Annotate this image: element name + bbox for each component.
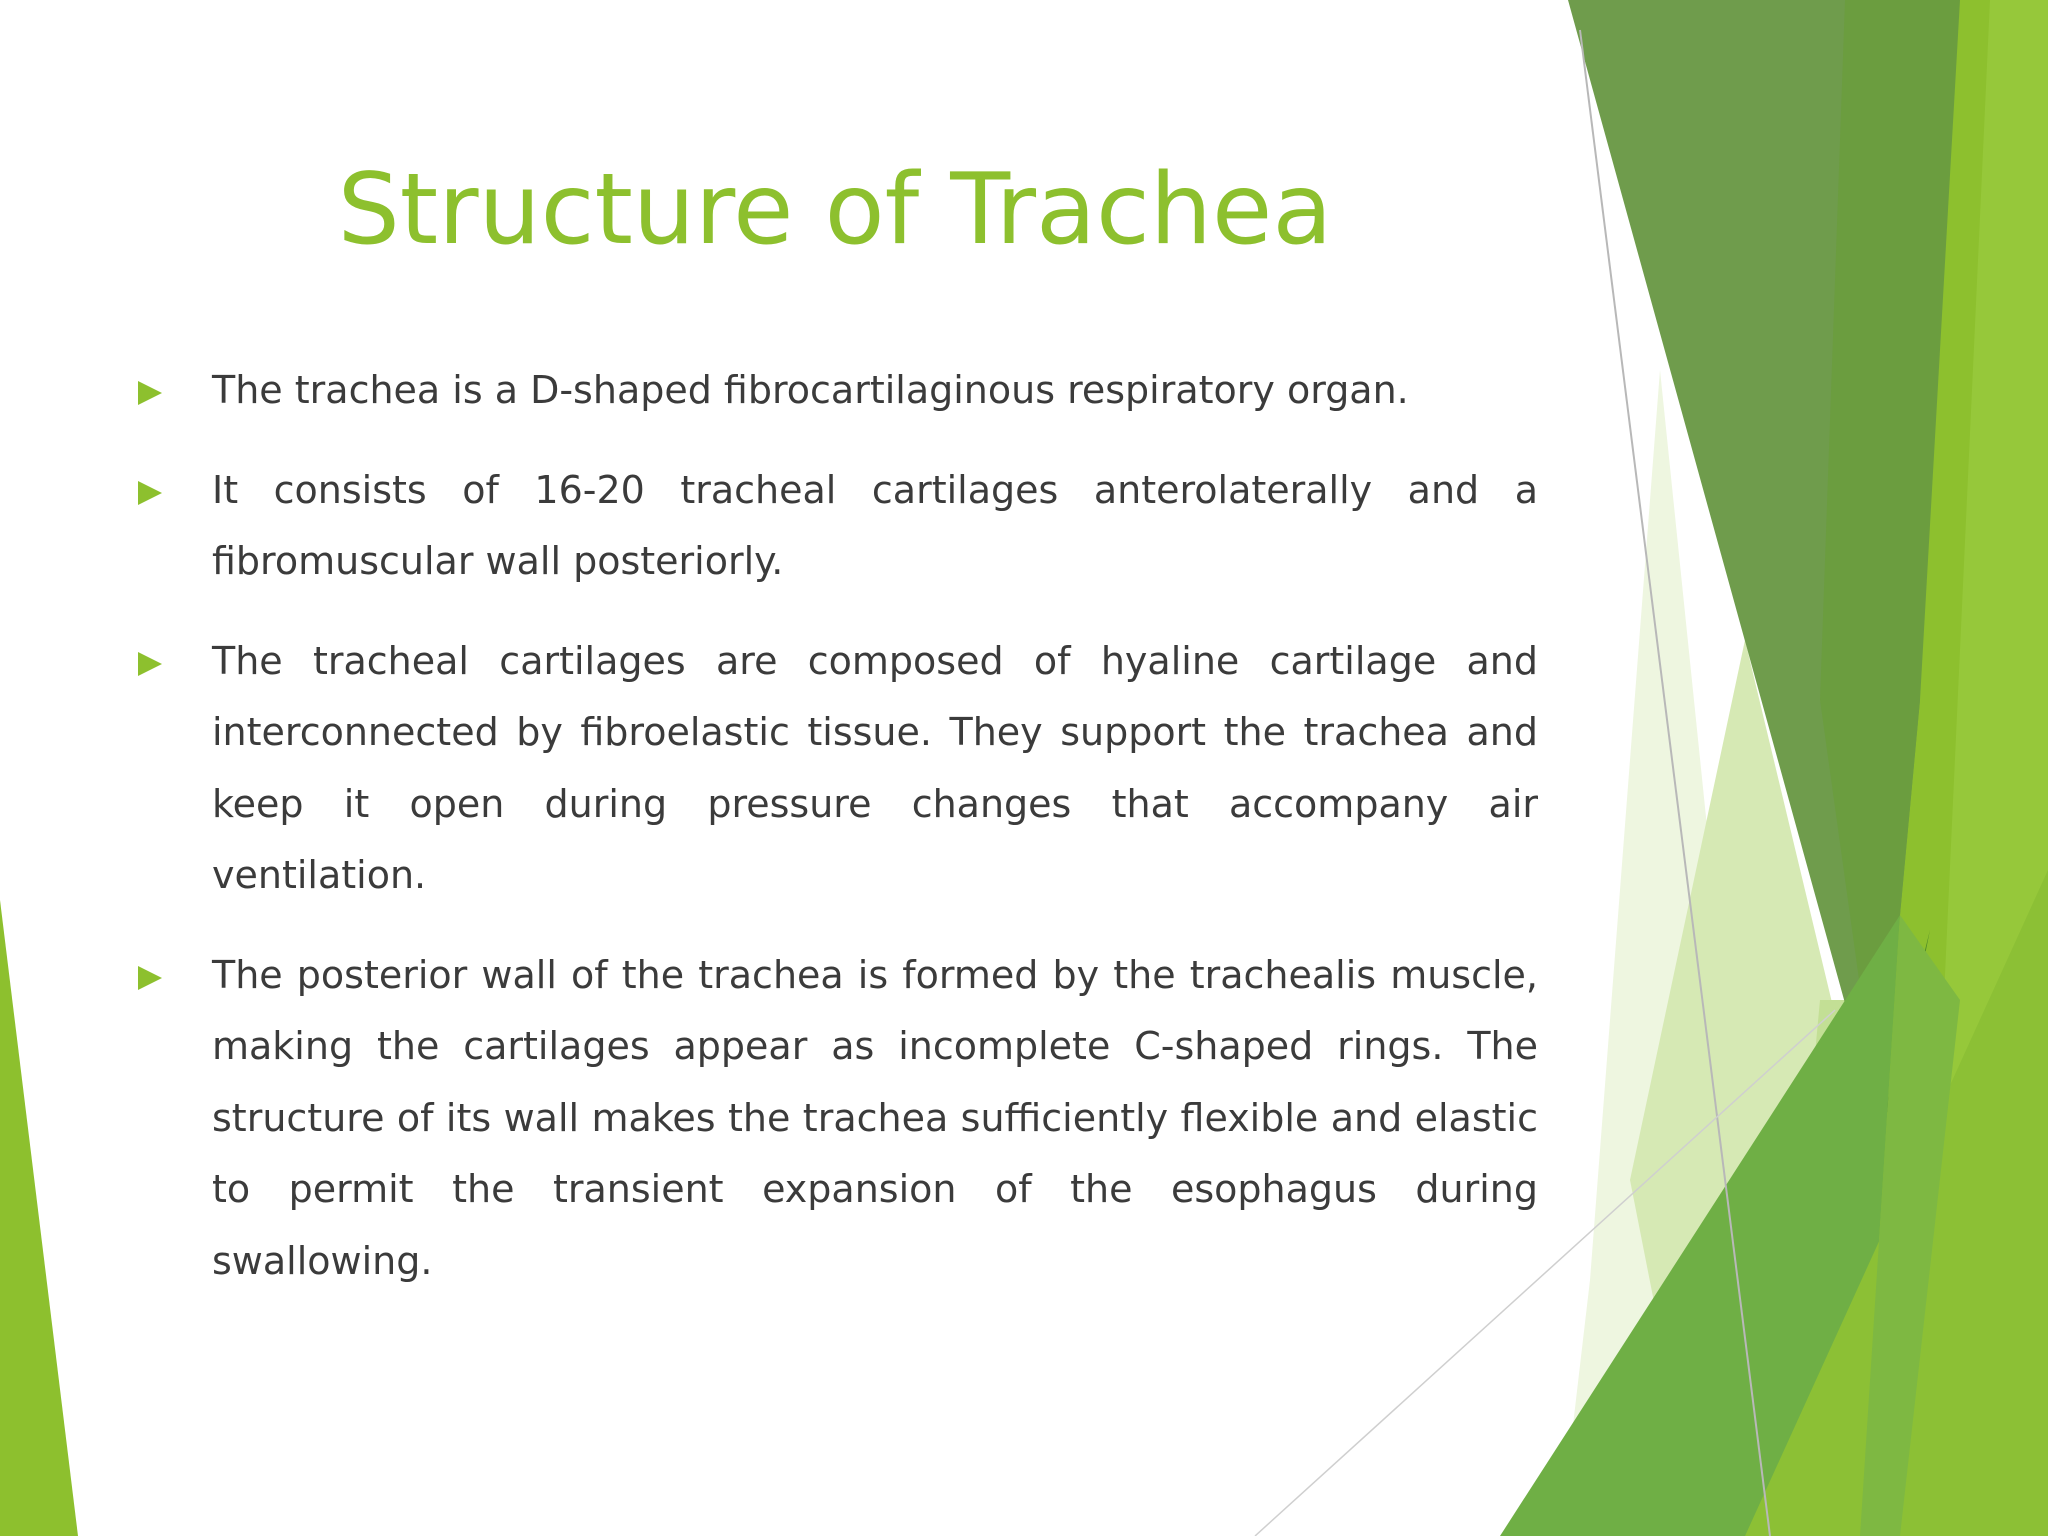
left-green-sliver xyxy=(0,900,78,1536)
triangle-bullet-icon xyxy=(138,652,162,676)
triangle-bullet-icon xyxy=(138,481,162,505)
bullet-text: The trachea is a D-shaped fibrocartilaginous respiratory organ. xyxy=(212,368,1409,412)
bullet-text: It consists of 16-20 tracheal cartilages anterolaterally and a fibromuscular wall posteriorly. xyxy=(212,467,1538,583)
bullet-text: The tracheal cartilages are composed of hyaline cartilage and interconnected by fibroelastic tissue. They support the trachea and keep it open during pressure changes that accompany air ventilation. xyxy=(212,638,1538,897)
slide-title: Structure of Trachea xyxy=(337,153,1333,267)
bullet-item xyxy=(132,940,1538,1298)
bullet-list xyxy=(132,355,1538,1325)
triangle-bullet-icon xyxy=(138,966,162,990)
triangle-bullet-icon xyxy=(138,381,162,405)
bullet-item xyxy=(132,455,1538,598)
bullet-item xyxy=(132,626,1538,912)
bullet-item xyxy=(132,355,1538,427)
bullet-text: The posterior wall of the trachea is formed by the trachealis muscle, making the cartilages appear as incomplete C-shaped rings. The structure of its wall makes the trachea sufficiently flexible and elastic to permit the transient expansion of the esophagus during swallowing. xyxy=(212,952,1538,1283)
